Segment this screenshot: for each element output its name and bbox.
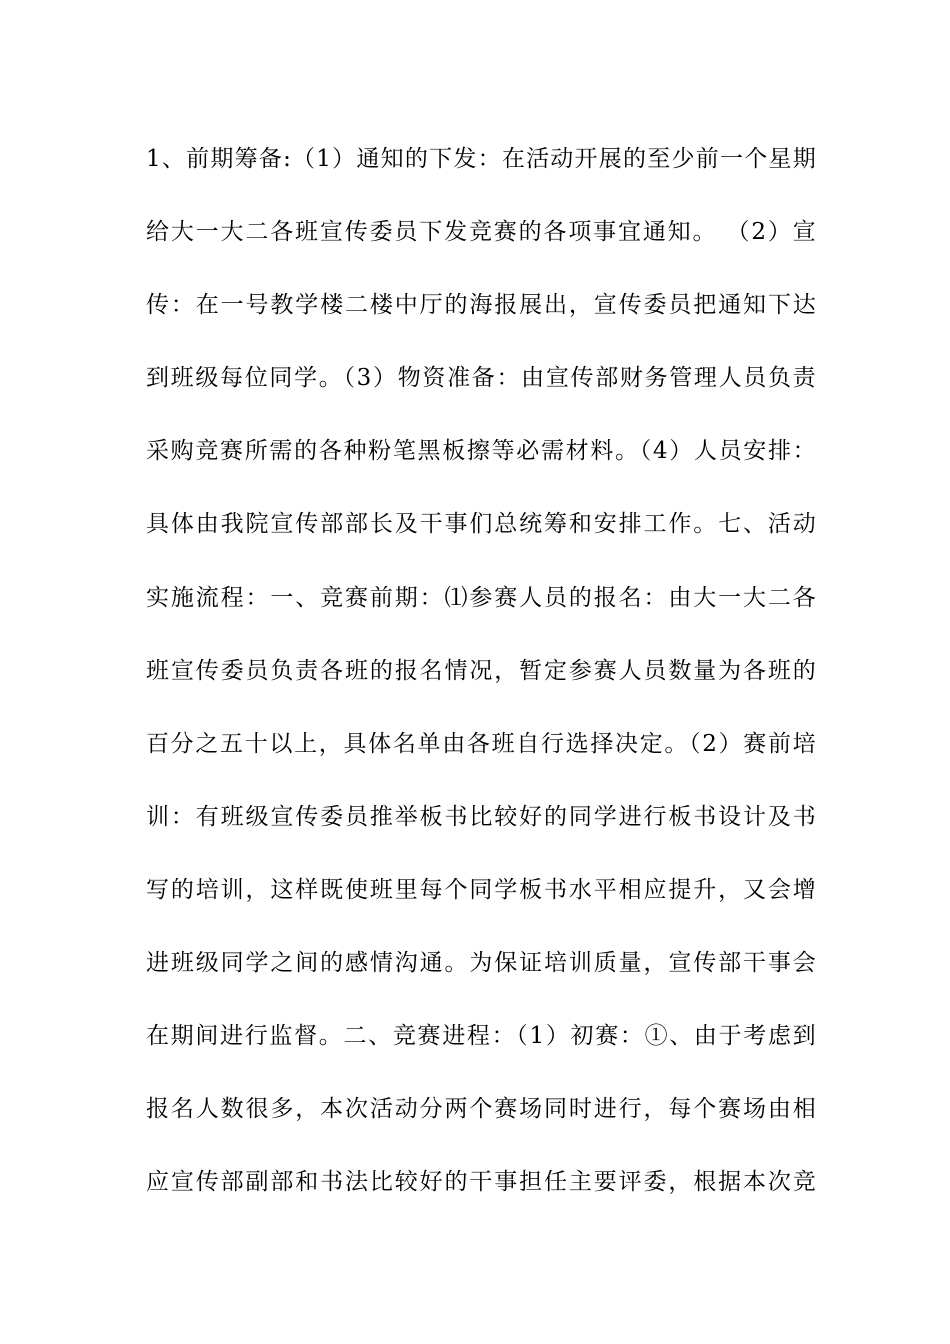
text-line: 给大一大二各班宣传委员下发竞赛的各项事宜通知。 （2）宣 <box>146 219 816 246</box>
text-line: 实施流程：一、竞赛前期：⑴参赛人员的报名：由大一大二各 <box>146 584 816 611</box>
body-text <box>146 130 816 1226</box>
text-line: 到班级每位同学。（3）物资准备：由宣传部财务管理人员负责 <box>146 365 816 392</box>
text-line: 训：有班级宣传委员推举板书比较好的同学进行板书设计及书 <box>146 803 816 830</box>
text-line: 进班级同学之间的感情沟通。为保证培训质量，宣传部干事会 <box>146 950 816 977</box>
text-line: 报名人数很多，本次活动分两个赛场同时进行，每个赛场由相 <box>146 1096 816 1123</box>
text-line: 应宣传部副部和书法比较好的干事担任主要评委，根据本次竞 <box>146 1169 816 1196</box>
text-line: 百分之五十以上，具体名单由各班自行选择决定。（2）赛前培 <box>146 730 816 757</box>
text-line: 传：在一号教学楼二楼中厅的海报展出，宣传委员把通知下达 <box>146 292 816 319</box>
text-line: 写的培训，这样既使班里每个同学板书水平相应提升，又会增 <box>146 876 816 903</box>
text-line: 1、前期筹备:（1）通知的下发：在活动开展的至少前一个星期 <box>146 146 816 172</box>
text-line: 具体由我院宣传部部长及干事们总统筹和安排工作。七、活动 <box>146 511 816 538</box>
text-line: 采购竞赛所需的各种粉笔黑板擦等必需材料。（4）人员安排： <box>146 438 816 465</box>
text-line: 在期间进行监督。二、竞赛进程：（1）初赛：①、由于考虑到 <box>146 1023 816 1050</box>
text-line: 班宣传委员负责各班的报名情况，暂定参赛人员数量为各班的 <box>146 657 816 684</box>
